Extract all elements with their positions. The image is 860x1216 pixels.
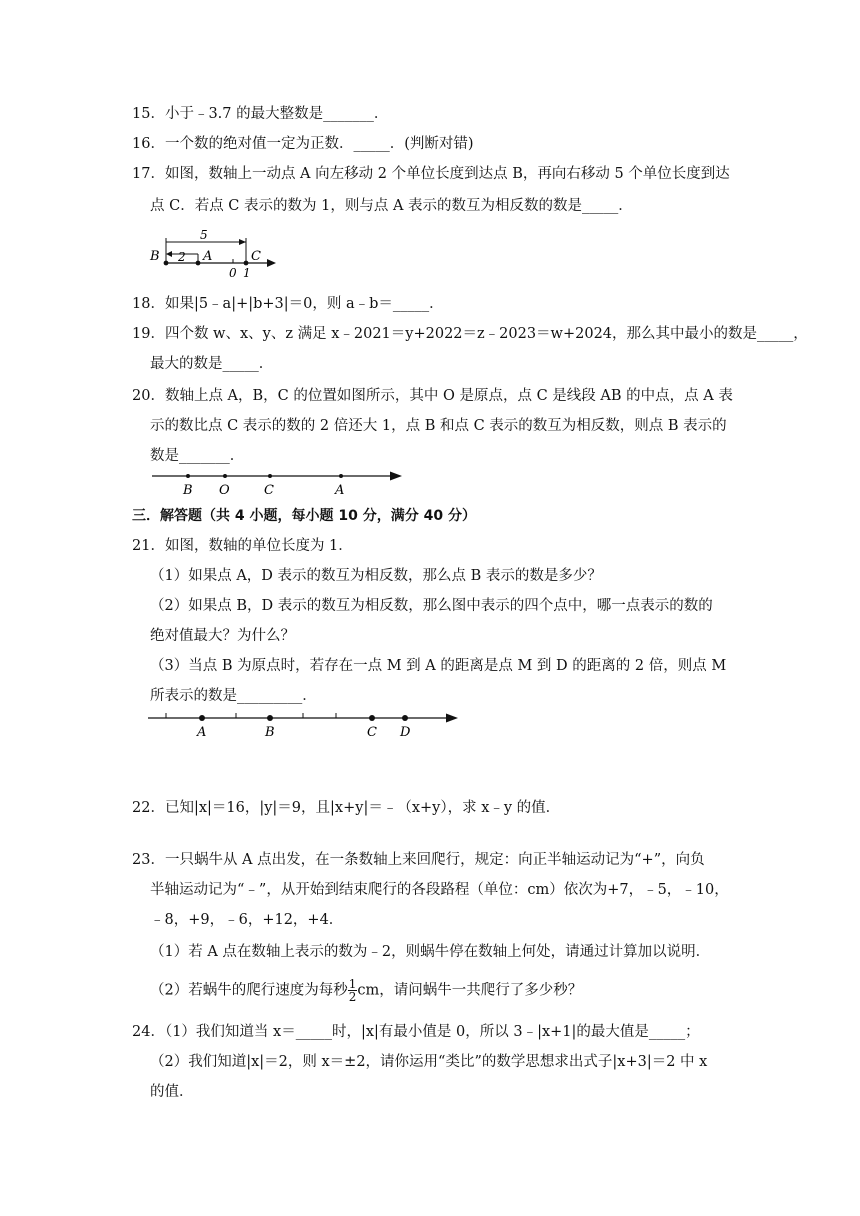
fraction-one-half	[348, 978, 358, 1003]
question-24-line-1: 24．（1）我们知道当 x＝_____时，|x|有最小值是 0，所以 3﹣|x+1|的最大值是_____；	[132, 1024, 700, 1040]
question-24-part-2-line-1: （2）我们知道|x|＝2，则 x＝±2，请你运用“类比”的数学思想求出式子|x+3|＝2 中 x	[150, 1054, 708, 1070]
question-19-line-1: 19．四个数 w、x、y、z 满足 x﹣2021＝y+2022＝z﹣2023＝w+2024，那么其中最小的数是_____，	[132, 326, 808, 342]
fraction-numerator: 1	[348, 977, 357, 991]
question-24-part-2-line-2: 的值．	[150, 1084, 194, 1100]
question-23-line-2: 半轴运动记为“﹣”，从开始到结束爬行的各段路程（单位：cm）依次为+7，﹣5，﹣10，	[150, 882, 729, 898]
question-17-line-2: 点 C．若点 C 表示的数为 1，则与点 A 表示的数互为相反数的数是_____．	[150, 198, 633, 214]
question-23-part-1: （1）若 A 点在数轴上表示的数为﹣2，则蜗牛停在数轴上何处，请通过计算加以说明．	[150, 944, 711, 960]
question-20-line-2: 示的数比点 C 表示的数的 2 倍还大 1，点 B 和点 C 表示的数互为相反数，则点 B 表示的	[150, 418, 727, 434]
fig20-label-C: C	[264, 483, 274, 498]
question-23-part-2-suffix: cm，请问蜗牛一共爬行了多少秒？	[357, 982, 583, 999]
question-15: 15．小于﹣3.7 的最大整数是_______．	[132, 106, 389, 122]
question-20-line-1: 20．数轴上点 A，B，C 的位置如图所示，其中 O 是原点，点 C 是线段 AB 的中点，点 A 表	[132, 388, 733, 404]
question-23-part-2	[150, 978, 582, 1003]
section-3-heading: 三．解答题（共 4 小题，每小题 10 分，满分 40 分）	[132, 508, 476, 524]
question-23-part-2-prefix: （2）若蜗牛的爬行速度为每秒	[150, 982, 348, 999]
question-21-part-2-line-2: 绝对值最大？为什么？	[150, 628, 295, 644]
question-17-number-line-figure	[148, 228, 278, 280]
fig21-label-C: C	[367, 725, 377, 740]
question-21-part-2-line-1: （2）如果点 B，D 表示的数互为相反数，那么图中表示的四个点中，哪一点表示的数的	[150, 598, 713, 614]
question-20-number-line-figure	[150, 466, 406, 500]
question-23-line-1: 23．一只蜗牛从 A 点出发，在一条数轴上来回爬行，规定：向正半轴运动记为“+”，向负	[132, 852, 705, 868]
question-21-part-3-line-1: （3）当点 B 为原点时，若存在一点 M 到 A 的距离是点 M 到 D 的距离的 2 倍，则点 M	[150, 658, 727, 674]
fraction-denominator: 2	[348, 990, 357, 1004]
fig21-label-D: D	[400, 725, 411, 740]
fig17-label-2: 2	[178, 250, 186, 264]
fig17-label-0: 0	[229, 266, 237, 280]
fig20-label-A: A	[335, 483, 345, 498]
question-21-number-line-figure	[146, 708, 464, 742]
question-21-line-1: 21．如图，数轴的单位长度为 1．	[132, 538, 353, 554]
question-16: 16．一个数的绝对值一定为正数．_____．(判断对错)	[132, 136, 474, 152]
question-18: 18．如果|5﹣a|+|b+3|＝0，则 a﹣b＝_____．	[132, 296, 444, 312]
fig17-label-A: A	[203, 249, 213, 264]
fig17-label-B: B	[150, 249, 160, 264]
fig21-label-A: A	[197, 725, 207, 740]
question-22: 22．已知|x|＝16，|y|＝9，且|x+y|＝﹣（x+y），求 x﹣y 的值．	[132, 800, 561, 816]
question-20-line-3: 数是_______．	[150, 448, 245, 464]
fig17-label-C: C	[251, 249, 261, 264]
question-21-part-3-line-2: 所表示的数是_________．	[150, 688, 317, 704]
question-21-part-1: （1）如果点 A，D 表示的数互为相反数，那么点 B 表示的数是多少？	[150, 568, 602, 584]
fig17-label-5: 5	[200, 228, 208, 242]
question-17-line-1: 17．如图，数轴上一动点 A 向左移动 2 个单位长度到达点 B，再向右移动 5 个单位长度到达	[132, 166, 730, 182]
fig20-label-O: O	[219, 483, 230, 498]
fig17-label-1: 1	[243, 266, 251, 280]
fig20-label-B: B	[183, 483, 193, 498]
question-23-line-3: ﹣8，+9，﹣6，+12，+4．	[150, 912, 344, 928]
question-19-line-2: 最大的数是_____．	[150, 356, 274, 372]
fig21-label-B: B	[265, 725, 275, 740]
